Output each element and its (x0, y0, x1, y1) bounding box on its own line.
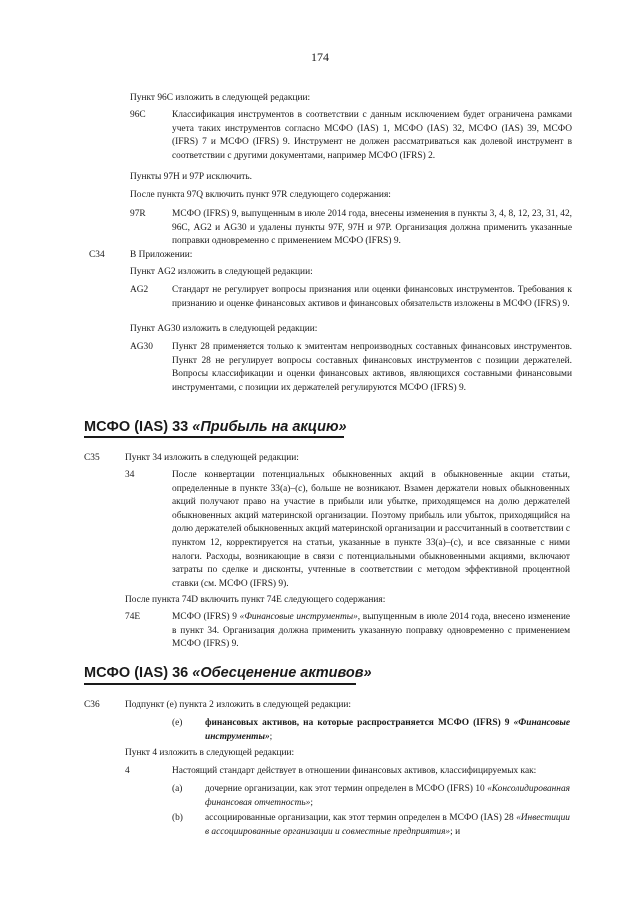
pe-end: ; (269, 731, 273, 742)
pe-italic-title: «Финансовые инструменты» (205, 718, 571, 742)
paragraph-code-96c: 96С (130, 110, 146, 120)
amendment-code-c34: С34 (89, 250, 105, 260)
p74e-italic-title: «Финансовые инструменты» (239, 612, 358, 622)
heading-ias-33 (84, 418, 347, 436)
paragraph-74e-text (172, 611, 570, 652)
instruction-96c: Пункт 96С изложить в следующей редакции: (130, 93, 311, 103)
subparagraph-code-b: (b) (172, 813, 183, 823)
amendment-code-c36: С36 (84, 700, 100, 710)
heading-ias-33-main: МСФО (IAS) 33 (84, 419, 193, 435)
subparagraph-b-text (205, 812, 570, 839)
subparagraph-code-e: (е) (172, 718, 183, 728)
paragraph-code-4: 4 (125, 766, 130, 776)
p74e-part-b: , выпущенным в июле 2014 года, внесено изменение в пункт 34. Организация должна применить указанную поправку одновременно с применением МСФО (IFRS) 9. (172, 612, 570, 650)
instruction-97h-97p: Пункты 97Н и 97Р исключить. (130, 172, 252, 182)
pb-end: ; и (450, 826, 461, 837)
subparagraph-e-text (205, 717, 570, 744)
c34-text: В Приложении: (130, 250, 193, 260)
heading-ias-36-rule (84, 683, 356, 685)
pa-end: ; (310, 797, 313, 808)
heading-ias-33-rule (84, 436, 344, 438)
heading-ias-36 (84, 664, 372, 682)
page-number: 174 (311, 50, 329, 64)
pa-italic-title: «Консолидированная финансовая отчетность» (205, 784, 571, 808)
heading-ias-36-title: «Обесценение активов» (192, 665, 372, 681)
paragraph-code-ag2: AG2 (130, 285, 149, 295)
paragraph-96c-text: Классификация инструментов в соответствии с данным исключением будет ограничена рамками учета таких инструментов согласно МСФО (IAS) 1, МСФО (IAS) 32, МСФО (IAS) 39, МСФО (IFRS) 7 и МСФО (IFRS) 9. Инструмент не должен рассматриваться как долевой инструмент в соответствии с другими документами, например МСФО (IFRS) 2. (172, 110, 572, 161)
c35-text: Пункт 34 изложить в следующей редакции: (125, 453, 299, 463)
heading-ias-36-main: МСФО (IAS) 36 (84, 665, 193, 681)
c36-text: Подпункт (е) пункта 2 изложить в следующей редакции: (125, 700, 351, 710)
pe-bold-text: финансовых активов, на которые распространяется МСФО (IFRS) 9 (205, 718, 510, 728)
heading-ias-33-title: «Прибыль на акцию» (192, 419, 347, 435)
paragraph-code-34: 34 (125, 470, 135, 480)
instruction-ag2: Пункт AG2 изложить в следующей редакции: (130, 267, 313, 277)
instruction-74e: После пункта 74D включить пункт 74Е следующего содержания: (125, 595, 386, 605)
subparagraph-code-a: (a) (172, 784, 183, 794)
paragraph-4-text: Настоящий стандарт действует в отношении финансовых активов, классифицируемых как: (172, 766, 537, 776)
paragraph-code-97r: 97R (130, 209, 146, 219)
pb-text: ассоциированные организации, как этот термин определен в МСФО (IAS) 28 (205, 813, 514, 823)
amendment-code-c35: С35 (84, 453, 100, 463)
p74e-part-a: МСФО (IFRS) 9 (172, 612, 240, 622)
instruction-97r: После пункта 97Q включить пункт 97R следующего содержания: (130, 190, 391, 200)
paragraph-code-74e: 74Е (125, 612, 141, 622)
paragraph-ag30-text: Пункт 28 применяется только к эмитентам непроизводных составных финансовых инструментов. Пункт 28 не регулирует вопросы составных финансовых инструментов с позиции держателей. Вопросы классификации и оценки финансовых активов, являющихся составными финансовыми инструментами, с позиции их держателей регулируются МСФО (IFRS) 9. (172, 342, 572, 393)
instruction-ag30: Пункт AG30 изложить в следующей редакции: (130, 324, 318, 334)
instruction-4: Пункт 4 изложить в следующей редакции: (125, 748, 295, 758)
subparagraph-a-text (205, 783, 570, 810)
paragraph-ag2-text: Стандарт не регулирует вопросы признания или оценки финансовых инструментов. Требования к признанию и оценке финансовых активов и финансовых обязательств изложены в МСФО (IFRS) 9. (172, 285, 572, 309)
paragraph-97r-text: МСФО (IFRS) 9, выпущенным в июле 2014 года, внесены изменения в пункты 3, 4, 8, 12, 23, 31, 42, 96С, AG2 и AG30 и удалены пункты 97F, 97Н и 97Р. Организация должна применить указанные поправки одновременно с применением МСФО (IFRS) 9. (172, 209, 572, 247)
paragraph-code-ag30: AG30 (130, 342, 153, 352)
pb-italic-title: «Инвестиции в ассоциированные организации и совместные предприятия» (205, 813, 570, 837)
pa-text: дочерние организации, как этот термин определен в МСФО (IFRS) 10 (205, 784, 485, 794)
paragraph-34-text: После конвертации потенциальных обыкновенных акций в обыкновенные акции статьи, определенные в пункте 33(a)–(c), больше не возникают. Взамен держатели новых обыкновенных акций получают право на участие в прибыли или убытке, приходящемся на долю держателей обыкновенных акций материнской организации. Поэтому прибыль или убыток, приходящийся на долю держателей обыкновенных акций материнской организации и рассчитанный в соответствии с пунктом 12, корректируется на статьи, указанные в пункте 33(a)–(c), и все связанные с ними налоги. Расходы, возникающие в связи с потенциальными обыкновенными акциями, включают затраты по сделке и дисконты, учтенные в соответствии с методом эффективной процентной ставки (см. МСФО (IFRS) 9). (172, 470, 570, 589)
